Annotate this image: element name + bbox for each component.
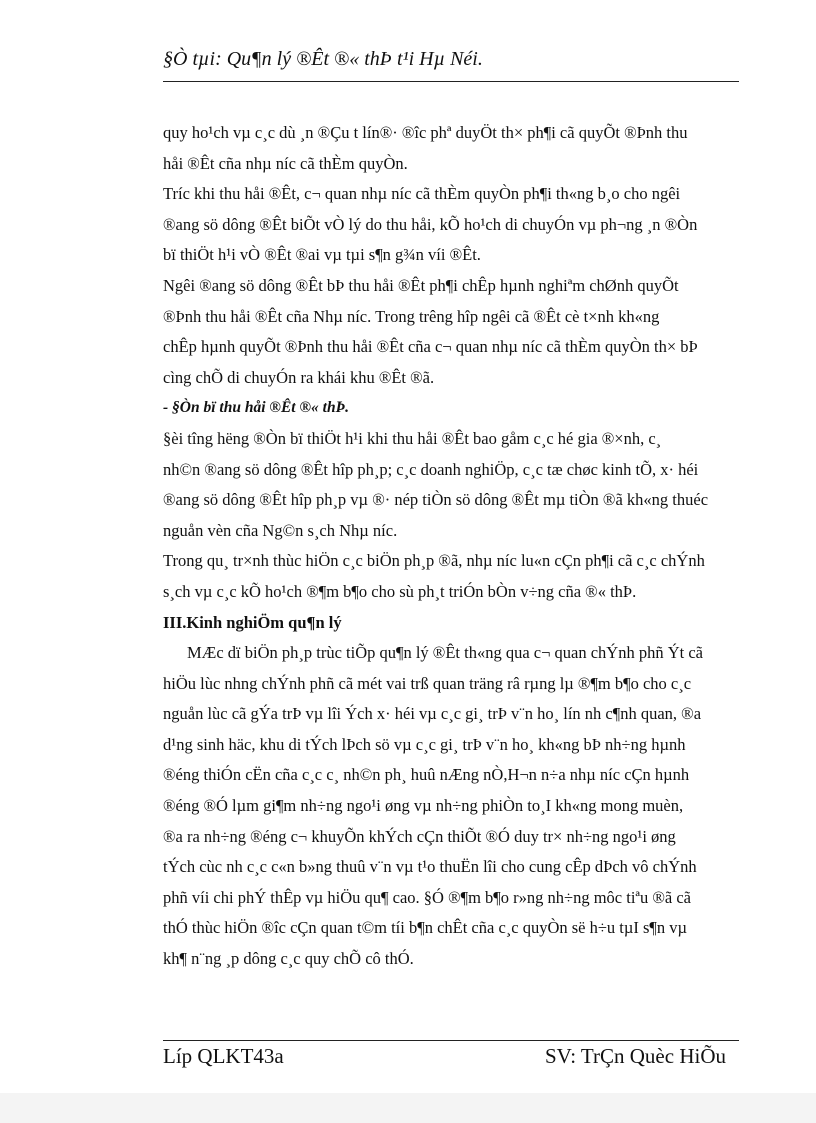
body-line: cìng chÕ di chuyÓn ra khái khu ®Êt ®ã.	[163, 367, 435, 387]
body-line: ®Þnh thu håi ®Êt cña Nhµ níc. Trong trêng hîp ngêi cã ®Êt cè t×nh kh«ng	[163, 306, 660, 326]
page-footer	[163, 1044, 726, 1069]
body-line: ®a ra nh÷ng ®éng c¬ khuyÕn khÝch cÇn thiÕt ®Ó duy tr× nh÷ng ngo¹i øng	[163, 826, 676, 846]
section-subheading: - §Òn bï thu håi ®Êt ®« thÞ.	[163, 399, 349, 417]
body-line: nguån vèn cña Ng©n s¸ch Nhµ níc.	[163, 520, 398, 540]
body-line: Tríc khi thu håi ®Êt, c¬ quan nhµ níc cã thÈm quyÒn ph¶i th«ng b¸o cho ngêi	[163, 184, 681, 204]
page-header-title: §Ò tµi: Qu¶n lý ®Êt ®« thÞ t¹i Hµ Néi.	[163, 48, 483, 70]
header-rule	[163, 81, 739, 82]
page-bottom-margin	[0, 1093, 816, 1123]
body-line: s¸ch vµ c¸c kÕ ho¹ch ®¶m b¶o cho sù ph¸t triÓn bÒn v÷ng cña ®« thÞ.	[163, 581, 637, 601]
body-line: phñ víi chi phÝ thÊp vµ hiÖu qu¶ cao. §Ó ®¶m b¶o r»ng nh÷ng môc tiªu ®ã cã	[163, 887, 691, 907]
body-line: kh¶ n¨ng ¸p dông c¸c quy chÕ cô thÓ.	[163, 949, 414, 969]
body-line: ®ang sö dông ®Êt hîp ph¸p vµ ®· nép tiÒn sö dông ®Êt mµ tiÒn ®ã kh«ng thuéc	[163, 490, 709, 510]
footer-class-label: Líp QLKT43a	[163, 1044, 284, 1068]
footer-rule	[163, 1040, 739, 1041]
body-line: d¹ng sinh häc, khu di tÝch lÞch sö vµ c¸c gi¸ trÞ v¨n ho¸ kh«ng bÞ nh÷ng hµnh	[163, 734, 686, 754]
body-line: thÓ thùc hiÖn ®îc cÇn quan t©m tíi b¶n chÊt cña c¸c quyÒn së h÷u tµI s¶n vµ	[163, 918, 688, 938]
body-line: Ngêi ®ang sö dông ®Êt bÞ thu håi ®Êt ph¶i chÊp hµnh nghiªm chØnh quyÕt	[163, 275, 679, 295]
body-line: ®éng thiÓn cËn cña c¸c c¸ nh©n ph¸ huû nÆng nÒ,H¬n n÷a nhµ níc cÇn hµnh	[163, 765, 690, 785]
body-line: hiÖu lùc nhng chÝnh phñ cã mét vai trß quan träng râ rµng lµ ®¶m b¶o cho c¸c	[163, 673, 692, 693]
section-heading: III.Kinh nghiÖm qu¶n lý	[163, 612, 342, 632]
body-line: ®éng ®Ó lµm gi¶m nh÷ng ngo¹i øng vµ nh÷ng phiÒn to¸I kh«ng mong muèn,	[163, 796, 684, 816]
body-line: bï thiÖt h¹i vÒ ®Êt ®ai vµ tµi s¶n g¾n víi ®Êt.	[163, 245, 481, 265]
body-line: Trong qu¸ tr×nh thùc hiÖn c¸c biÖn ph¸p ®ã, nhµ níc lu«n cÇn ph¶i cã c¸c chÝnh	[163, 551, 705, 571]
body-line: håi ®Êt cña nhµ níc cã thÈm quyÒn.	[163, 153, 408, 173]
footer-author-label: SV: TrÇn Quèc HiÕu	[544, 1044, 726, 1068]
body-line: chÊp hµnh quyÕt ®Þnh thu håi ®Êt cña c¬ quan nhµ níc cã thÈm quyÒn th× bÞ	[163, 337, 698, 357]
body-line: ®ang sö dông ®Êt biÕt vÒ lý do thu håi, kÕ ho¹ch di chuyÓn vµ ph¬ng ¸n ®Òn	[163, 214, 698, 234]
body-line: MÆc dï biÖn ph¸p trùc tiÕp qu¶n lý ®Êt th«ng qua c¬ quan chÝnh phñ Ýt cã	[187, 643, 703, 663]
body-line: tÝch cùc nh c¸c c«n b»ng thuû v¨n vµ t¹o thuËn lîi cho cung cÊp dÞch vô chÝnh	[163, 857, 697, 877]
body-line: nh©n ®ang sö dông ®Êt hîp ph¸p; c¸c doanh nghiÖp, c¸c tæ chøc kinh tÕ, x· héi	[163, 459, 699, 479]
body-line: quy ho¹ch vµ c¸c dù ¸n ®Çu t lín®· ®îc phª duyÖt th× ph¶i cã quyÕt ®Þnh thu	[163, 123, 688, 142]
body-line: nguån lùc cã gÝa trÞ vµ lîi Ých x· héi vµ c¸c gi¸ trÞ v¨n ho¸ lín nh c¶nh quan, ®a	[163, 704, 702, 724]
body-line: §èi tîng hëng ®Òn bï thiÖt h¹i khi thu håi ®Êt bao gåm c¸c hé gia ®×nh, c¸	[163, 428, 662, 448]
document-body	[163, 118, 739, 975]
